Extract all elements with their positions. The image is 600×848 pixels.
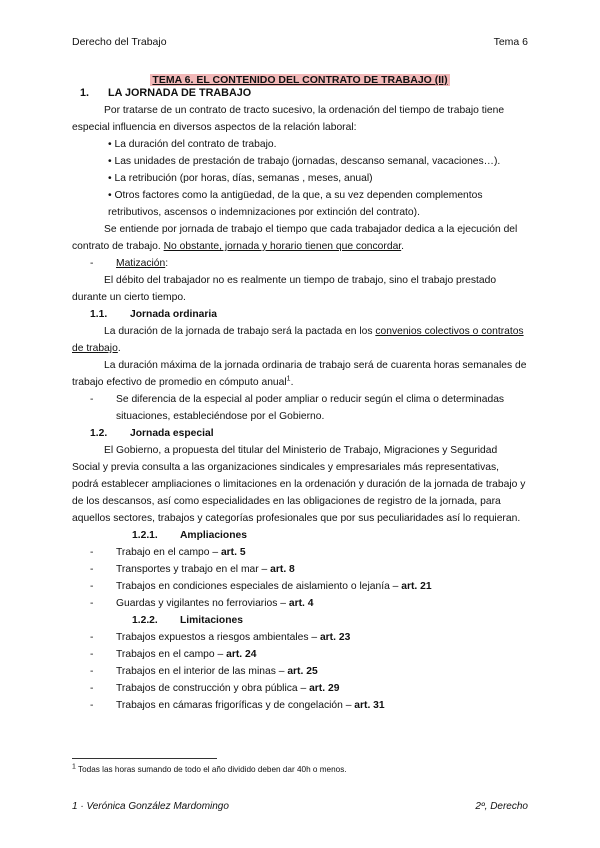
dash-mark: - — [90, 649, 94, 660]
list-item — [72, 663, 528, 680]
subsubsection-number: 1.2.2. — [132, 615, 158, 626]
article-ref: art. 8 — [270, 564, 295, 575]
dash-mark: - — [90, 547, 94, 558]
max-duration-end: . — [290, 377, 294, 388]
document-body — [72, 85, 528, 714]
paragraph-government: El Gobierno, a propuesta del titular del Ministerio de Trabajo, Migraciones y Seguridad Social y previa consulta a las organizaciones sindicales y empresariales más representativas, podrá establecer ampliaciones o limitaciones en la ordenación y duración de la jornada de trabajo y de los descansos, así como especialidades en las obligaciones de registro de la jornada, para aquellos sectores, trabajos y categorías profesionales que por sus peculiaridades así lo requieran. — [72, 445, 526, 524]
footnote-reference: 1 — [286, 375, 291, 383]
paragraph-definition — [72, 221, 528, 255]
subsubsection-title: Limitaciones — [180, 615, 243, 626]
list-item-text: Guardas y vigilantes no ferroviarios – — [116, 598, 289, 609]
dash-mark: - — [90, 394, 94, 405]
document-title: TEMA 6. EL CONTENIDO DEL CONTRATO DE TRABAJO (II) — [152, 74, 448, 86]
list-item-text: Trabajo en el campo – — [116, 547, 221, 558]
paragraph-max-duration — [72, 357, 528, 391]
header-subject: Derecho del Trabajo — [72, 36, 167, 48]
matizacion-colon: : — [165, 258, 169, 269]
subsection-number: 1.2. — [90, 428, 108, 439]
dash-item-text: Se diferencia de la especial al poder ampliar o reducir según el clima o determinadas situaciones, estableciéndose por el Gobierno. — [116, 394, 505, 422]
duration-text: La duración de la jornada de trabajo será la pactada en los — [104, 326, 376, 337]
list-item-text: Trabajos en el campo – — [116, 649, 227, 660]
section-number: 1. — [80, 87, 90, 99]
subsubsection-heading — [72, 527, 528, 544]
subsection-heading — [72, 306, 528, 323]
list-item-text: Trabajos en cámaras frigoríficas y de congelación – — [116, 700, 355, 711]
bullet-item: • Las unidades de prestación de trabajo (jornadas, descanso semanal, vacaciones…). — [108, 156, 501, 167]
article-ref: art. 31 — [354, 700, 385, 711]
list-item-text: Trabajos de construcción y obra pública – — [116, 683, 310, 694]
definition-end: . — [401, 241, 405, 252]
definition-text: Se entiende por jornada de trabajo el tiempo que cada trabajador dedica a la ejecución del contrato de trabajo. — [72, 224, 518, 252]
list-item-text: Trabajos en el interior de las minas – — [116, 666, 288, 677]
list-item — [72, 646, 528, 663]
footnote-divider — [72, 758, 217, 759]
footer-author: 1 · Verónica González Mardomingo — [72, 801, 229, 812]
list-item-text: Trabajos en condiciones especiales de aislamiento o lejanía – — [116, 581, 402, 592]
header-topic: Tema 6 — [493, 36, 528, 48]
list-item — [72, 544, 528, 561]
dash-item-difference — [72, 391, 528, 425]
subsection-title: Jornada ordinaria — [130, 309, 217, 320]
paragraph-intro: Por tratarse de un contrato de tracto sucesivo, la ordenación del tiempo de trabajo tiene especial influencia en diversos aspectos de la relación laboral: — [72, 105, 505, 133]
dash-mark: - — [90, 666, 94, 677]
section-heading — [72, 85, 528, 102]
article-ref: art. 29 — [309, 683, 340, 694]
subsection-title: Jornada especial — [130, 428, 214, 439]
dash-mark: - — [90, 632, 94, 643]
list-item — [72, 629, 528, 646]
subsubsection-number: 1.2.1. — [132, 530, 158, 541]
footnote-text: Todas las horas sumando de todo el año dividido deben dar 40h o menos. — [75, 765, 347, 774]
article-ref: art. 25 — [287, 666, 318, 677]
subsubsection-heading — [72, 612, 528, 629]
article-ref: art. 4 — [288, 598, 314, 609]
dash-mark: - — [90, 258, 94, 269]
list-item — [72, 561, 528, 578]
list-item — [72, 680, 528, 697]
footnote — [72, 765, 347, 774]
dash-mark: - — [90, 700, 94, 711]
list-item — [72, 697, 528, 714]
duration-end: . — [117, 343, 121, 354]
list-item-text: Transportes y trabajo en el mar – — [116, 564, 271, 575]
duration-underlined: convenios colectivos o contratos de trabajo — [72, 326, 524, 354]
list-item — [72, 595, 528, 612]
paragraph-duration — [72, 323, 528, 357]
dash-mark: - — [90, 683, 94, 694]
bullet-item: • La retribución (por horas, días, semanas , meses, anual) — [108, 173, 373, 184]
dash-mark: - — [90, 564, 94, 575]
subsection-heading — [72, 425, 528, 442]
matizacion-label: Matización — [116, 258, 166, 269]
dash-item-matizacion — [72, 255, 528, 272]
list-item-text: Trabajos expuestos a riesgos ambientales – — [116, 632, 320, 643]
article-ref: art. 5 — [220, 547, 246, 558]
list-item — [72, 578, 528, 595]
bullet-item: • La duración del contrato de trabajo. — [108, 139, 277, 150]
definition-underlined: No obstante, jornada y horario tienen que concordar — [163, 241, 402, 252]
max-duration-text: La duración máxima de la jornada ordinaria de trabajo será de cuarenta horas semanales de trabajo efectivo de promedio en cómputo anual — [72, 360, 527, 388]
article-ref: art. 23 — [319, 632, 351, 643]
bullet-item: • Otros factores como la antigüedad, de la que, a su vez dependen complementos retributivos, ascensos o indemnizaciones por extinción del contrato). — [108, 190, 483, 218]
section-title: LA JORNADA DE TRABAJO — [108, 87, 252, 99]
footnote-mark: 1 — [72, 763, 76, 771]
subsection-number: 1.1. — [90, 309, 108, 320]
article-ref: art. 21 — [401, 581, 432, 592]
dash-mark: - — [90, 598, 94, 609]
paragraph-matizacion: El débito del trabajador no es realmente un tiempo de trabajo, sino el trabajo prestado durante un cierto tiempo. — [72, 275, 497, 303]
subsubsection-title: Ampliaciones — [180, 530, 247, 541]
footer-course: 2º, Derecho — [475, 801, 528, 812]
article-ref: art. 24 — [226, 649, 257, 660]
dash-mark: - — [90, 581, 94, 592]
